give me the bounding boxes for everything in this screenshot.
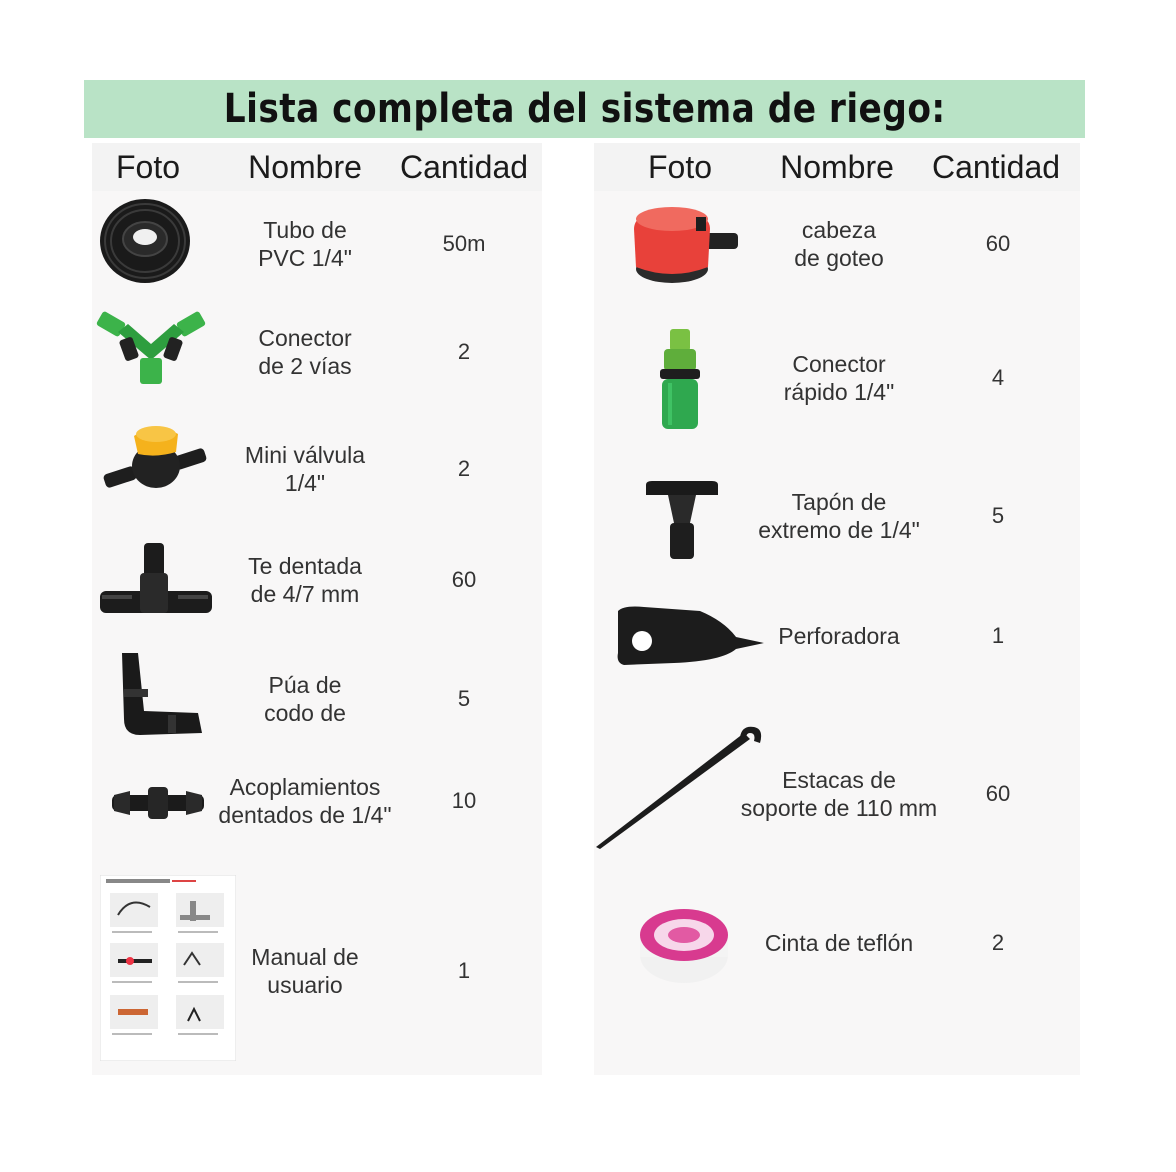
elbow-barb-icon (114, 651, 206, 741)
title-banner (84, 80, 1085, 138)
item-qty-quick: 4 (991, 365, 1005, 390)
item-name-elbow: Púa de codo de (264, 672, 346, 726)
header-cantidad-right: Cantidad (931, 149, 1061, 185)
header-foto: Foto (115, 149, 181, 185)
mini-valve-icon (102, 418, 210, 502)
item-qty-plug: 5 (991, 503, 1005, 528)
item-name-plug: Tapón de extremo de 1/4" (758, 489, 920, 543)
two-way-connector-icon (96, 308, 206, 388)
user-manual-icon (100, 875, 236, 1061)
item-name-quick: Conector rápido 1/4" (783, 351, 895, 405)
item-name-connector: Conector de 2 vías (258, 325, 352, 379)
item-qty-punch: 1 (991, 623, 1005, 648)
item-name-tube: Tubo de PVC 1/4" (258, 217, 352, 271)
right-header-row (594, 143, 1080, 191)
item-qty-valve: 2 (457, 456, 471, 481)
barbed-coupling-icon (110, 783, 206, 823)
header-nombre-right: Nombre (780, 149, 894, 185)
item-qty-tube: 50m (442, 231, 486, 256)
item-name-drip: cabeza de goteo (794, 217, 884, 271)
page-title: Lista completa del sistema de riego: (223, 86, 946, 132)
header-cantidad: Cantidad (399, 149, 529, 185)
item-name-manual: Manual de usuario (251, 944, 359, 998)
end-plug-icon (642, 479, 722, 563)
item-name-valve: Mini válvula 1/4" (244, 442, 366, 496)
item-name-teflon: Cinta de teflón (764, 930, 914, 956)
barbed-tee-icon (98, 539, 214, 623)
teflon-tape-icon (638, 907, 730, 987)
item-qty-stake: 60 (985, 781, 1011, 806)
item-qty-drip: 60 (985, 231, 1011, 256)
quick-connector-icon (656, 327, 704, 431)
right-table (594, 143, 1080, 1075)
tube-coil-icon (98, 195, 192, 287)
item-qty-manual: 1 (457, 958, 471, 983)
left-header-row (92, 143, 542, 191)
item-qty-elbow: 5 (457, 686, 471, 711)
item-name-punch: Perforadora (778, 623, 900, 649)
item-name-tee: Te dentada de 4/7 mm (248, 553, 362, 607)
left-table (92, 143, 542, 1075)
item-qty-teflon: 2 (991, 930, 1005, 955)
item-qty-connector: 2 (457, 339, 471, 364)
item-qty-tee: 60 (451, 567, 477, 592)
header-nombre: Nombre (248, 149, 362, 185)
hole-punch-icon (614, 603, 766, 669)
header-foto-right: Foto (647, 149, 713, 185)
drip-head-icon (628, 203, 740, 289)
item-name-coupling: Acoplamientos dentados de 1/4" (218, 774, 392, 828)
item-name-stake: Estacas de soporte de 110 mm (740, 767, 938, 821)
item-qty-coupling: 10 (451, 788, 477, 813)
